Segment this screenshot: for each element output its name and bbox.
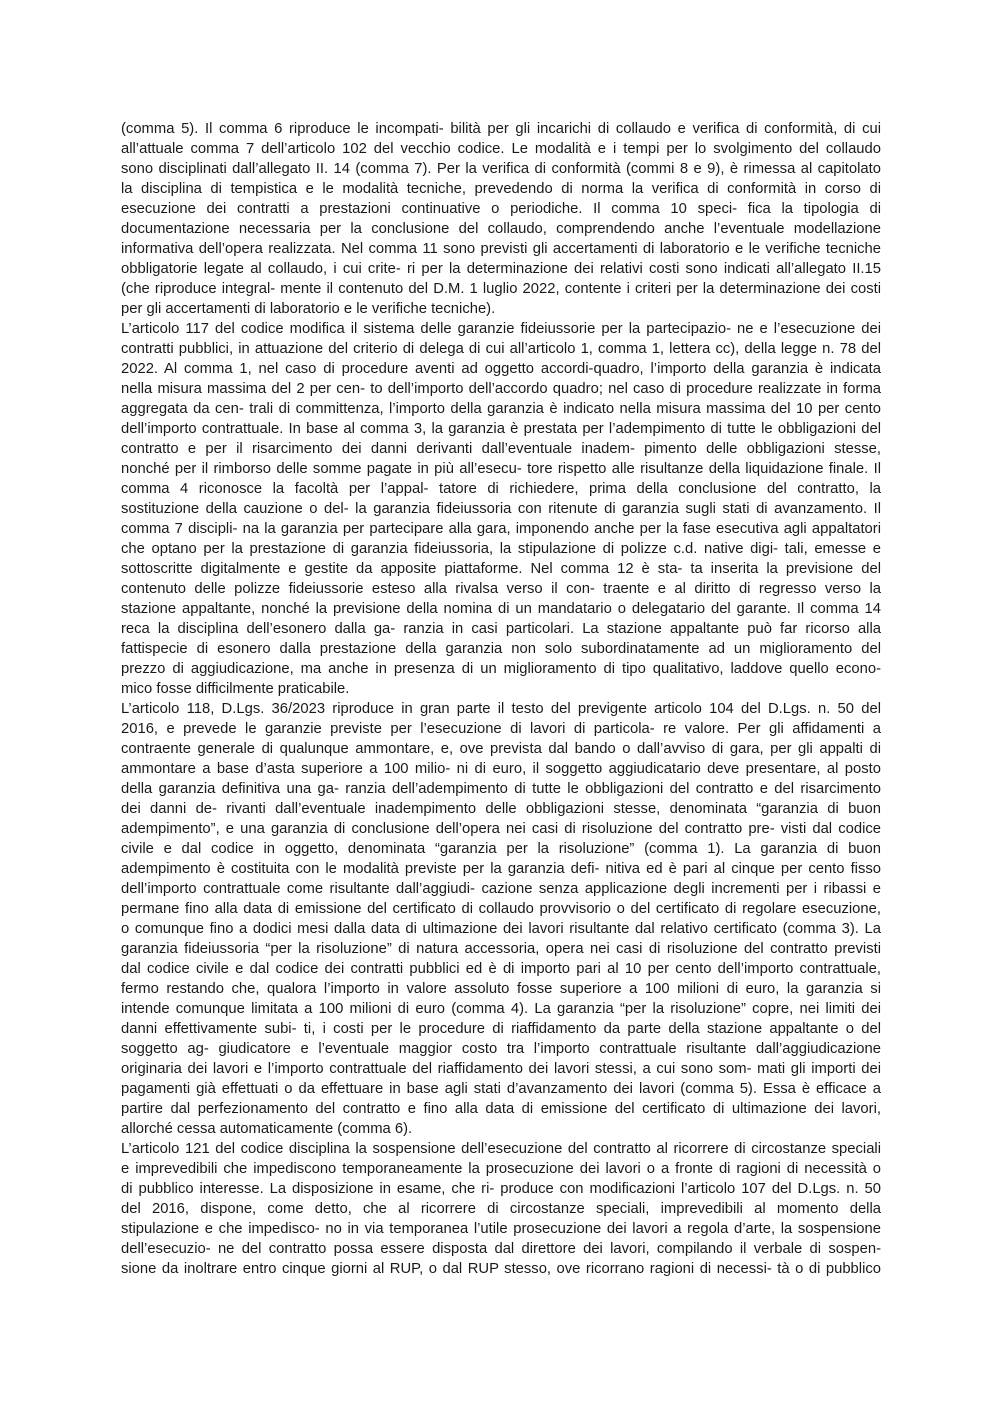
text-line: per gli accertamenti di laboratorio e le verifiche tecniche).	[121, 301, 496, 317]
text-line: pagamenti già effettuati o da effettuare in base agli stati d’avanzamento dei lavori (comma 5). Essa è efficace a	[121, 1081, 881, 1097]
text-line: prezzo di aggiudicazione, ma anche in presenza di un miglioramento di tipo qualitativo, laddove quello econo-	[121, 661, 881, 677]
text-line: stazione appaltante, nonché la previsione della nomina di un mandatario o delegatario del garante. Il comma 14	[121, 601, 881, 617]
text-line: contratti pubblici, in attuazione del criterio di delega di cui all’articolo 1, comma 1, lettera cc), della legge n. 78 del	[121, 341, 881, 357]
text-line: soggetto ag- giudicatore e l’eventuale maggior costo tra l’importo contrattuale risultante dall’aggiudicazione	[121, 1041, 881, 1057]
text-line: garanzia fideiussoria “per la risoluzione” di natura accessoria, opera nei casi di risoluzione del contratto previsti	[121, 941, 881, 957]
text-line: dei danni de- rivanti dall’eventuale inadempimento delle obbligazioni stesse, denominata “garanzia di buon	[121, 801, 881, 817]
text-line: L’articolo 117 del codice modifica il sistema delle garanzie fideiussorie per la partecipazio- ne e l’esecuzione dei	[121, 321, 881, 337]
text-line: all’attuale comma 7 dell’articolo 102 del vecchio codice. Le modalità e i tempi per lo svolgimento del collaudo	[121, 141, 881, 157]
text-line: contraente generale di qualunque ammontare, e, ove prevista dal bando o dall’avviso di gara, per gli appalti di	[121, 741, 881, 757]
text-line: dell’importo contrattuale come risultante dall’aggiudi- cazione senza applicazione degli incrementi per i ribassi e	[121, 881, 881, 897]
text-line: dal codice civile e dal codice dei contratti pubblici ed è di importo pari al 10 per cento dell’importo contrattuale,	[121, 961, 881, 977]
text-line: aggregata da cen- trali di committenza, l’importo della garanzia è indicato nella misura massima del 10 per cento	[121, 401, 881, 417]
document-body	[121, 119, 881, 1279]
text-line: adempimento è costituita con le modalità previste per la garanzia defi- nitiva ed è pari al cinque per cento fisso	[121, 861, 881, 877]
text-line: L’articolo 118, D.Lgs. 36/2023 riproduce in gran parte il testo del previgente articolo 104 del D.Lgs. n. 50 del	[121, 701, 881, 717]
text-line: adempimento”, e una garanzia di conclusione dell’opera nei casi di risoluzione del contratto pre- visti dal codice	[121, 821, 881, 837]
text-line: reca la disciplina dell’esonero dalla ga- ranzia in casi particolari. La stazione appaltante può far ricorso alla	[121, 621, 881, 637]
text-line: civile e dal codice in oggetto, denominata “garanzia per la risoluzione” (comma 1). La garanzia di buon	[121, 841, 881, 857]
text-line: esecuzione dei contratti a prestazioni continuative o periodiche. Il comma 10 speci- fica la tipologia di	[121, 201, 881, 217]
text-line: sostituzione della cauzione o del- la garanzia fideiussoria con ritenute di garanzia sugli stati di avanzamento. Il	[121, 501, 881, 517]
text-line: contratto e per il risarcimento dei danni derivanti dall’eventuale inadem- pimento delle obbligazioni stesse,	[121, 441, 881, 457]
text-line: documentazione necessaria per la conclusione del collaudo, comprendendo anche l’eventuale modellazione	[121, 221, 881, 237]
text-line: comma 4 riconosce la facoltà per l’appal- tatore di richiedere, prima della conclusione del contratto, la	[121, 481, 881, 497]
text-line: comma 7 discipli- na la garanzia per partecipare alla gara, imponendo anche per la fase esecutiva agli appaltatori	[121, 521, 881, 537]
text-line: la disciplina di tempistica e le modalità tecniche, prevedendo di norma la verifica di conformità in corso di	[121, 181, 881, 197]
text-line: (che riproduce integral- mente il contenuto del D.M. 1 luglio 2022, contente i criteri per la determinazione dei costi	[121, 281, 881, 297]
text-line: o comunque fino a dodici mesi dalla data di ultimazione dei lavori risultante dal relativo certificato (comma 3). La	[121, 921, 881, 937]
text-line: fattispecie di esonero dalla prestazione della garanzia non solo subordinatamente ad un miglioramento del	[121, 641, 881, 657]
text-line: 2022. Al comma 1, nel caso di procedure aventi ad oggetto accordi-quadro, l’importo della garanzia è indicata	[121, 361, 881, 377]
text-line: che optano per la prestazione di garanzia fideiussoria, la stipulazione di polizze c.d. native digi- tali, emesse e	[121, 541, 881, 557]
text-line: e imprevedibili che impediscono temporaneamente la prosecuzione dei lavori o a fronte di ragioni di necessità o	[121, 1161, 881, 1177]
text-line: di pubblico interesse. La disposizione in esame, che ri- produce con modificazioni l’articolo 107 del D.Lgs. n. 50	[121, 1181, 881, 1197]
text-line: 2016, e prevede le garanzie previste per l’esecuzione di lavori di particola- re valore. Per gli affidamenti a	[121, 721, 881, 737]
text-line: L’articolo 121 del codice disciplina la sospensione dell’esecuzione del contratto al ricorrere di circostanze speciali	[121, 1141, 881, 1157]
text-line: obbligatorie legate al collaudo, i cui crite- ri per la determinazione dei relativi costi sono indicati all’allegato II.15	[121, 261, 881, 277]
text-line: contenuto delle polizze fideiussorie esteso alla rivalsa verso il con- traente e al diritto di regresso verso la	[121, 581, 881, 597]
text-line: nella misura massima del 2 per cen- to dell’importo dell’accordo quadro; nel caso di procedure realizzate in forma	[121, 381, 881, 397]
text-line: nonché per il rimborso delle somme pagate in più all’esecu- tore rispetto alle risultanze della liquidazione finale. Il	[121, 461, 881, 477]
text-line: danni effettivamente subi- ti, i costi per le procedure di riaffidamento da parte della stazione appaltante o del	[121, 1021, 881, 1037]
text-line: del 2016, dispone, come detto, che al ricorrere di circostanze speciali, imprevedibili al momento della	[121, 1201, 881, 1217]
text-line: ammontare a base d’asta superiore a 100 milio- ni di euro, il soggetto aggiudicatario deve presentare, al posto	[121, 761, 881, 777]
text-line: allorché cessa automaticamente (comma 6).	[121, 1121, 413, 1137]
text-line: sono disciplinati dall’allegato II. 14 (comma 7). Per la verifica di conformità (commi 8 e 9), è rimessa al capitolato	[121, 161, 881, 177]
text-line: (comma 5). Il comma 6 riproduce le incompati- bilità per gli incarichi di collaudo e verifica di conformità, di cui	[121, 121, 881, 137]
text-line: sione da inoltrare entro cinque giorni al RUP, o dal RUP stesso, ove ricorrano ragioni di necessi- tà o di pubblico	[121, 1261, 881, 1277]
text-line: intende comunque limitata a 100 milioni di euro (comma 4). La garanzia “per la risoluzione” copre, nei limiti dei	[121, 1001, 881, 1017]
text-line: informativa dell’opera realizzata. Nel comma 11 sono previsti gli accertamenti di laboratorio e le verifiche tecniche	[121, 241, 881, 257]
text-line: fermo restando che, qualora l’importo in valore assoluto fosse superiore a 100 milioni di euro, la garanzia si	[121, 981, 881, 997]
text-line: permane fino alla data di emissione del certificato di collaudo provvisorio o del certificato di regolare esecuzione,	[121, 901, 881, 917]
text-line: partire dal perfezionamento del contratto e fino alla data di emissione del certificato di ultimazione dei lavori,	[121, 1101, 881, 1117]
text-line: mico fosse difficilmente praticabile.	[121, 681, 350, 697]
text-line: originaria dei lavori e l’importo contrattuale del riaffidamento dei lavori stessi, a cui sono som- mati gli importi dei	[121, 1061, 881, 1077]
text-line: della garanzia definitiva una ga- ranzia dell’adempimento di tutte le obbligazioni del contratto e del risarcimento	[121, 781, 881, 797]
text-line: dell’importo contrattuale. In base al comma 3, la garanzia è prestata per l’adempimento di tutte le obbligazioni del	[121, 421, 881, 437]
text-line: stipulazione e che impedisco- no in via temporanea l’utile prosecuzione dei lavori a regola d’arte, la sospensione	[121, 1221, 881, 1237]
text-line: dell’esecuzio- ne del contratto possa essere disposta dal direttore dei lavori, compilando il verbale di sospen-	[121, 1241, 881, 1257]
text-line: sottoscritte digitalmente e gestite da apposite piattaforme. Nel comma 12 è sta- ta inserita la previsione del	[121, 561, 881, 577]
text-lines	[121, 119, 881, 1279]
